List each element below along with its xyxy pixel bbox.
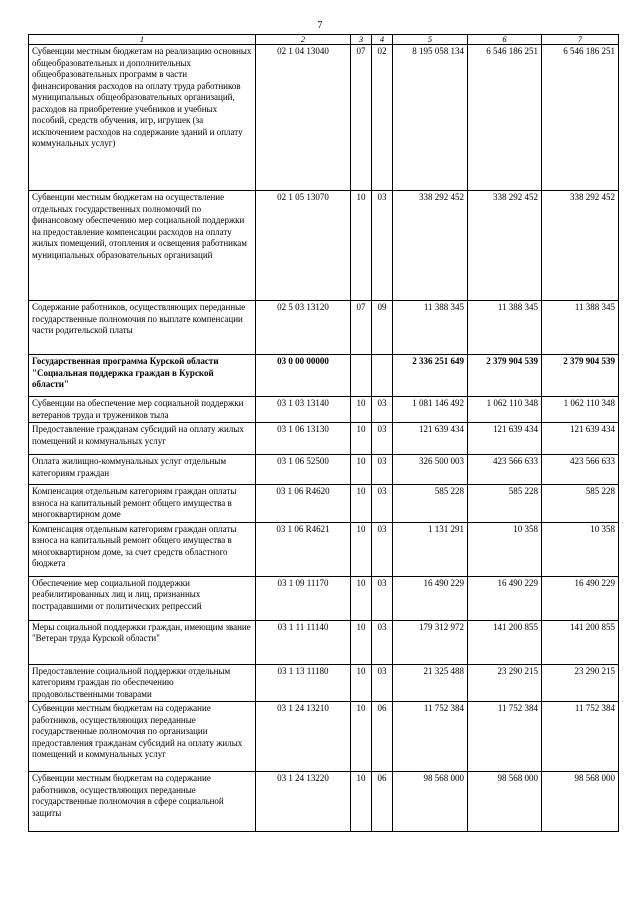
row-section: 10 [351,620,372,664]
row-value-3: 23 290 215 [542,664,619,702]
row-code: 02 1 04 13040 [256,45,351,191]
row-section: 07 [351,301,372,355]
row-section: 10 [351,455,372,485]
row-name: Субвенции местным бюджетам на содержание работников, осуществляющих переданные государственные полномочия по организации предоставления гражданам субсидий на оплату жилых помещений и коммунальных услуг [29,702,256,772]
row-section: 07 [351,45,372,191]
column-header: 5 [393,35,468,45]
row-name: Субвенции на обеспечение мер социальной поддержки ветеранов труда и тружеников тыла [29,397,256,423]
row-value-3: 10 358 [542,522,619,576]
row-subsection: 03 [372,522,393,576]
row-subsection: 03 [372,485,393,523]
budget-table [28,34,619,832]
table-row [29,455,619,485]
table-row [29,355,619,397]
row-subsection [372,355,393,397]
row-code: 03 1 06 R4621 [256,522,351,576]
row-value-1: 98 568 000 [393,772,468,832]
row-subsection: 03 [372,455,393,485]
row-value-3: 11 752 384 [542,702,619,772]
row-code: 03 1 06 52500 [256,455,351,485]
row-value-2: 6 546 186 251 [468,45,542,191]
row-code: 02 1 05 13070 [256,191,351,301]
row-name: Содержание работников, осуществляющих переданные государственные полномочия по выплате компенсации части родительской платы [29,301,256,355]
row-code: 03 0 00 00000 [256,355,351,397]
row-name: Субвенции местным бюджетам на содержание работников, осуществляющих переданные государственные полномочия в сфере социальной защиты [29,772,256,832]
table-row [29,485,619,523]
row-value-2: 11 388 345 [468,301,542,355]
row-value-2: 585 228 [468,485,542,523]
table-row [29,191,619,301]
row-section: 10 [351,702,372,772]
column-header: 2 [256,35,351,45]
row-value-3: 1 062 110 348 [542,397,619,423]
row-subsection: 02 [372,45,393,191]
row-section: 10 [351,397,372,423]
page-number: 7 [317,20,323,31]
table-row [29,397,619,423]
row-value-2: 16 490 229 [468,576,542,620]
row-subsection: 03 [372,664,393,702]
row-subsection: 09 [372,301,393,355]
column-header: 3 [351,35,372,45]
table-row [29,772,619,832]
row-name: Субвенции местным бюджетам на реализацию основных общеобразовательных и дополнительных общеобразовательных программ в части финансирования расходов на оплату труда работников муниципальных общеобразовательных организаций, расходов на приобретение учебников и учебных пособий, средств обучения, игр, игрушек (за исключением расходов на содержание зданий и оплату коммунальных услуг) [29,45,256,191]
row-code: 03 1 13 11180 [256,664,351,702]
row-value-3: 141 200 855 [542,620,619,664]
table-row [29,301,619,355]
row-name: Оплата жилищно-коммунальных услуг отдельным категориям граждан [29,455,256,485]
row-value-2: 2 379 904 539 [468,355,542,397]
row-value-1: 11 388 345 [393,301,468,355]
row-value-1: 16 490 229 [393,576,468,620]
row-code: 03 1 24 13220 [256,772,351,832]
row-value-2: 423 566 633 [468,455,542,485]
row-code: 03 1 09 11170 [256,576,351,620]
row-value-3: 11 388 345 [542,301,619,355]
row-value-3: 423 566 633 [542,455,619,485]
row-subsection: 03 [372,397,393,423]
row-value-1: 1 081 146 492 [393,397,468,423]
row-value-1: 179 312 972 [393,620,468,664]
row-value-1: 1 131 291 [393,522,468,576]
row-value-2: 10 358 [468,522,542,576]
column-header: 1 [29,35,256,45]
column-header: 7 [542,35,619,45]
row-section: 10 [351,423,372,455]
row-value-1: 2 336 251 649 [393,355,468,397]
row-value-1: 338 292 452 [393,191,468,301]
table-row [29,45,619,191]
row-name: Государственная программа Курской области "Социальная поддержка граждан в Курской области" [29,355,256,397]
row-value-2: 98 568 000 [468,772,542,832]
row-code: 03 1 03 13140 [256,397,351,423]
table-row [29,522,619,576]
row-name: Меры социальной поддержки граждан, имеющим звание "Ветеран труда Курской области" [29,620,256,664]
row-name: Обеспечение мер социальной поддержки реабилитированных лиц и лиц, признанных пострадавшими от политических репрессий [29,576,256,620]
table-header-row [29,35,619,45]
row-section [351,355,372,397]
table-row [29,702,619,772]
row-code: 03 1 11 11140 [256,620,351,664]
table-row [29,620,619,664]
row-value-3: 585 228 [542,485,619,523]
row-value-3: 98 568 000 [542,772,619,832]
row-name: Субвенции местным бюджетам на осуществление отдельных государственных полномочий по финансовому обеспечению мер социальной поддержки на предоставление компенсации расходов на оплату жилых помещений, отопления и освещения работникам муниципальных образовательных организаций [29,191,256,301]
row-section: 10 [351,522,372,576]
row-subsection: 03 [372,620,393,664]
row-value-1: 326 500 003 [393,455,468,485]
row-value-1: 8 195 058 134 [393,45,468,191]
row-value-3: 2 379 904 539 [542,355,619,397]
row-value-3: 6 546 186 251 [542,45,619,191]
row-value-2: 11 752 384 [468,702,542,772]
row-code: 02 5 03 13120 [256,301,351,355]
row-subsection: 06 [372,702,393,772]
row-name: Компенсация отдельным категориям граждан оплаты взноса на капитальный ремонт общего имущества в многоквартирном доме, за счет средств областного бюджета [29,522,256,576]
row-value-2: 338 292 452 [468,191,542,301]
row-value-3: 338 292 452 [542,191,619,301]
row-section: 10 [351,485,372,523]
row-section: 10 [351,772,372,832]
row-value-2: 1 062 110 348 [468,397,542,423]
row-value-1: 585 228 [393,485,468,523]
row-name: Предоставление гражданам субсидий на оплату жилых помещений и коммунальных услуг [29,423,256,455]
row-value-2: 141 200 855 [468,620,542,664]
row-section: 10 [351,576,372,620]
row-value-2: 23 290 215 [468,664,542,702]
table-row [29,664,619,702]
row-value-1: 21 325 488 [393,664,468,702]
row-subsection: 03 [372,191,393,301]
row-name: Предоставление социальной поддержки отдельным категориям граждан по обеспечению продовольственными товарами [29,664,256,702]
column-header: 4 [372,35,393,45]
row-code: 03 1 24 13210 [256,702,351,772]
row-subsection: 03 [372,576,393,620]
row-value-2: 121 639 434 [468,423,542,455]
row-value-3: 121 639 434 [542,423,619,455]
table-row [29,576,619,620]
row-subsection: 06 [372,772,393,832]
row-section: 10 [351,664,372,702]
row-value-3: 16 490 229 [542,576,619,620]
column-header: 6 [468,35,542,45]
row-code: 03 1 06 13130 [256,423,351,455]
row-subsection: 03 [372,423,393,455]
row-section: 10 [351,191,372,301]
table-row [29,423,619,455]
row-value-1: 121 639 434 [393,423,468,455]
row-name: Компенсация отдельным категориям граждан оплаты взноса на капитальный ремонт общего имущества в многоквартирном доме [29,485,256,523]
row-code: 03 1 06 R4620 [256,485,351,523]
row-value-1: 11 752 384 [393,702,468,772]
